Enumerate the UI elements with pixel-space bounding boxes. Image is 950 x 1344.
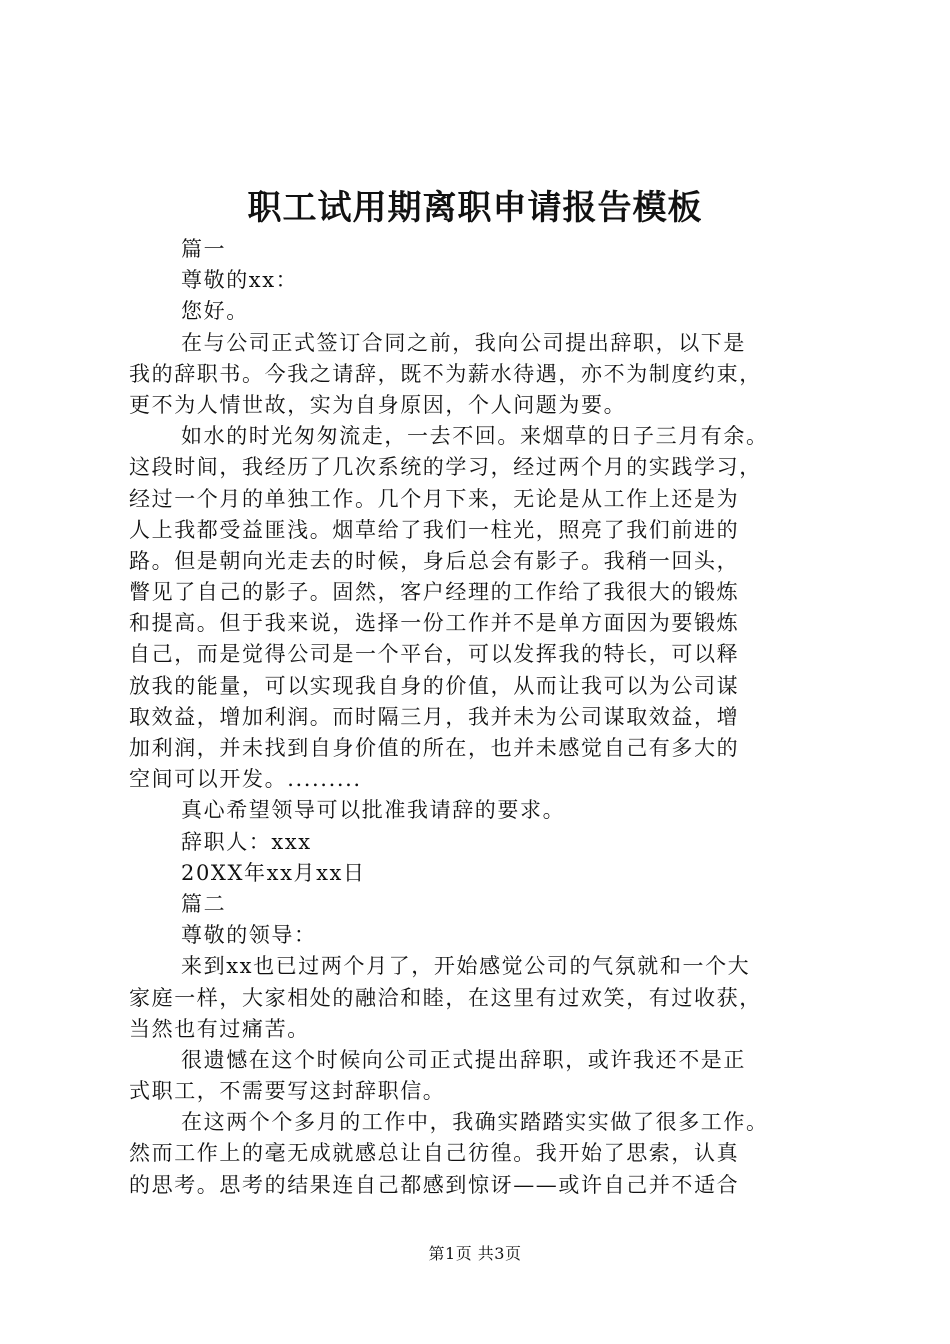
paragraph-line: 辞职人：xxx xyxy=(181,829,312,854)
paragraph-line: 篇二 xyxy=(181,891,227,916)
paragraph-line: 20XX年xx月xx日 xyxy=(181,860,366,885)
paragraph-line: 经过一个月的单独工作。几个月下来，无论是从工作上还是为 xyxy=(129,486,740,511)
paragraph-line: 然而工作上的毫无成就感总让自己彷徨。我开始了思索，认真 xyxy=(129,1141,740,1166)
paragraph-line: 我的辞职书。今我之请辞，既不为薪水待遇，亦不为制度约束， xyxy=(129,361,762,386)
paragraph-line: 真心希望领导可以批准我请辞的要求。 xyxy=(181,798,566,823)
paragraph-line: 自己，而是觉得公司是一个平台，可以发挥我的特长，可以释 xyxy=(129,642,740,667)
paragraph-line: 更不为人情世故，实为自身原因，个人问题为要。 xyxy=(129,392,627,417)
paragraph-line: 人上我都受益匪浅。烟草给了我们一柱光，照亮了我们前进的 xyxy=(129,517,740,542)
paragraph-line: 尊敬的xx： xyxy=(181,268,299,293)
paragraph-line: 您好。 xyxy=(181,299,249,324)
paragraph-line: 加利润，并未找到自身价值的所在，也并未感觉自己有多大的 xyxy=(129,736,740,760)
paragraph-line: 取效益，增加利润。而时隔三月，我并未为公司谋取效益，增 xyxy=(129,704,740,729)
document-body xyxy=(129,234,833,1201)
document-title: 职工试用期离职申请报告模板 xyxy=(247,188,703,228)
paragraph-line: 空间可以开发。......... xyxy=(129,767,362,792)
paragraph-line: 和提高。但于我来说，选择一份工作并不是单方面因为要锻炼 xyxy=(129,611,740,636)
paragraph-line: 来到xx也已过两个月了，开始感觉公司的气氛就和一个大 xyxy=(181,954,751,979)
paragraph-line: 当然也有过痛苦。 xyxy=(129,1016,310,1041)
paragraph-line: 放我的能量，可以实现我自身的价值，从而让我可以为公司谋 xyxy=(129,673,740,698)
paragraph-line: 式职工，不需要写这封辞职信。 xyxy=(129,1079,446,1104)
paragraph-line: 如水的时光匆匆流走，一去不回。来烟草的日子三月有余。 xyxy=(181,424,769,449)
paragraph-line: 路。但是朝向光走去的时候，身后总会有影子。我稍一回头， xyxy=(129,548,740,573)
paragraph-line: 家庭一样，大家相处的融洽和睦，在这里有过欢笑，有过收获， xyxy=(129,985,762,1010)
paragraph-line: 的思考。思考的结果连自己都感到惊讶——或许自己并不适合 xyxy=(129,1172,740,1197)
paragraph-line: 这段时间，我经历了几次系统的学习，经过两个月的实践学习， xyxy=(129,455,762,480)
paragraph-line: 瞥见了自己的影子。固然，客户经理的工作给了我很大的锻炼 xyxy=(129,580,740,605)
paragraph-line: 在这两个个多月的工作中，我确实踏踏实实做了很多工作。 xyxy=(181,1110,769,1135)
paragraph-line: 篇一 xyxy=(181,237,227,261)
paragraph-line: 在与公司正式签订合同之前，我向公司提出辞职，以下是 xyxy=(181,330,746,355)
paragraph-line: 很遗憾在这个时候向公司正式提出辞职，或许我还不是正 xyxy=(181,1047,746,1072)
page-footer: 第1页 共3页 xyxy=(428,1244,522,1263)
paragraph-line: 尊敬的领导： xyxy=(181,923,317,948)
